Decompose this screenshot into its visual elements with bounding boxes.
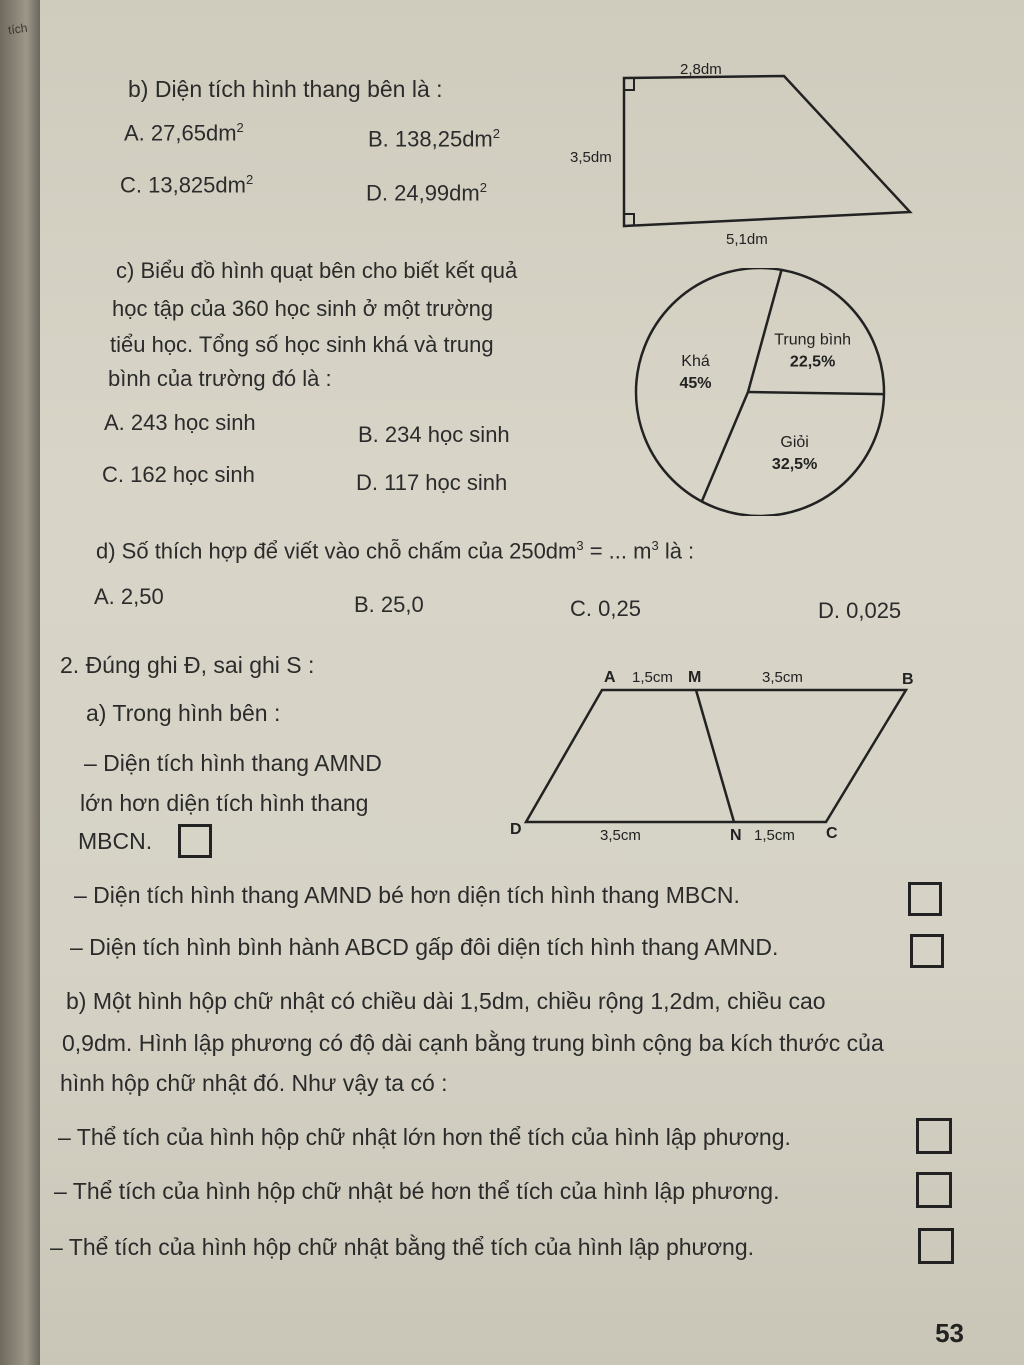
q1d-stem: d) Số thích hợp để viết vào chỗ chấm của $250dm^3$ = ... $m^3$ là :	[96, 538, 695, 564]
pie-slice-value-0: 22,5%	[789, 353, 836, 371]
q1c-line-3: tiểu học. Tổng số học sinh khá và trung	[110, 332, 494, 357]
q1b-option-b: B. $138,25dm^2$	[368, 126, 500, 152]
q1d-option-c: C. 0,25	[570, 596, 641, 621]
q1c-option-a: A. 243 học sinh	[104, 410, 256, 435]
answer-box-a1[interactable]	[178, 824, 212, 858]
right-angle-bottom	[624, 214, 634, 226]
parallelogram-figure	[506, 660, 926, 850]
answer-box-b2[interactable]	[916, 1172, 952, 1208]
q1b-option-c: C. $13,825dm^2$	[120, 172, 254, 198]
trapezoid-shape	[624, 76, 910, 226]
q2b-line-3: hình hộp chữ nhật đó. Như vậy ta có :	[60, 1070, 448, 1096]
left-page-edge	[0, 0, 44, 1365]
q1c-line-2: học tập của 360 học sinh ở một trường	[112, 296, 494, 321]
q1b-option-a: A. $27,65dm^2$	[124, 120, 244, 146]
label-d: D	[510, 821, 522, 838]
q2a-s3: – Diện tích hình bình hành ABCD gấp đôi diện tích hình thang AMND.	[70, 934, 779, 960]
q1c-option-d: D. 117 học sinh	[356, 470, 508, 495]
q2a-s1-line-2: lớn hơn diện tích hình thang	[80, 790, 369, 816]
pie-chart	[628, 268, 894, 516]
label-dn: 3,5cm	[600, 827, 641, 844]
q1c-line-1: c) Biểu đồ hình quạt bên cho biết kết quả	[116, 258, 518, 283]
q2b-s3: – Thể tích của hình hộp chữ nhật bằng thể tích của hình lập phương.	[50, 1234, 755, 1260]
label-a: A	[604, 669, 616, 686]
trapezoid-height-label: 3,5dm	[570, 149, 612, 166]
q2b-s1: – Thể tích của hình hộp chữ nhật lớn hơn thể tích của hình lập phương.	[58, 1124, 791, 1150]
pie-divider-2	[702, 392, 748, 501]
page-number: 53	[935, 1318, 964, 1348]
label-c: C	[826, 825, 838, 842]
answer-box-a2[interactable]	[908, 882, 942, 916]
right-angle-top	[624, 78, 634, 90]
pie-divider-1	[748, 392, 884, 394]
trapezoid-bottom-label: 5,1dm	[726, 231, 768, 248]
q2b-line-1: b) Một hình hộp chữ nhật có chiều dài 1,5dm, chiều rộng 1,2dm, chiều cao	[66, 988, 826, 1014]
answer-box-b3[interactable]	[918, 1228, 954, 1264]
q1d-option-b: B. 25,0	[354, 592, 424, 617]
pie-slice-value-1: 32,5%	[771, 455, 818, 473]
q1c-line-4: bình của trường đó là :	[108, 366, 332, 391]
segment-mn	[696, 690, 734, 822]
q1b-option-d: D. $24,99dm^2$	[366, 180, 487, 206]
q2b-line-2: 0,9dm. Hình lập phương có độ dài cạnh bằng trung bình cộng ba kích thước của	[62, 1030, 884, 1056]
q2a-s1-line-1: – Diện tích hình thang AMND	[84, 750, 382, 776]
label-mb: 3,5cm	[762, 669, 803, 686]
q1b-stem: b) Diện tích hình thang bên là :	[128, 76, 443, 102]
q2a-s1-line-3: MBCN.	[78, 828, 153, 854]
pie-slice-name-2: Khá	[681, 352, 710, 370]
q1d-option-d: D. 0,025	[818, 598, 902, 623]
label-b: B	[902, 671, 914, 688]
label-m: M	[688, 669, 702, 686]
pie-slice-name-0: Trung bình	[774, 331, 852, 349]
trapezoid-top-label: 2,8dm	[680, 61, 722, 78]
q2a-intro: a) Trong hình bên :	[86, 700, 281, 726]
q1d-option-a: A. 2,50	[94, 584, 164, 609]
answer-box-a3[interactable]	[910, 934, 944, 968]
pie-slice-name-1: Giỏi	[780, 433, 809, 451]
q2-title: 2. Đúng ghi Đ, sai ghi S :	[60, 652, 315, 678]
pie-slice-value-2: 45%	[679, 374, 712, 392]
q2b-s2: – Thể tích của hình hộp chữ nhật bé hơn thể tích của hình lập phương.	[54, 1178, 780, 1204]
q2a-s2: – Diện tích hình thang AMND bé hơn diện tích hình thang MBCN.	[74, 882, 740, 908]
q1c-option-c: C. 162 học sinh	[102, 462, 255, 487]
answer-box-b1[interactable]	[916, 1118, 952, 1154]
trapezoid-figure	[560, 50, 960, 255]
side-tab-text: tích	[7, 20, 29, 38]
q1c-option-b: B. 234 học sinh	[358, 422, 510, 447]
textbook-page	[40, 0, 1024, 1365]
label-n: N	[730, 827, 742, 844]
label-am: 1,5cm	[632, 669, 673, 686]
label-nc: 1,5cm	[754, 827, 795, 844]
